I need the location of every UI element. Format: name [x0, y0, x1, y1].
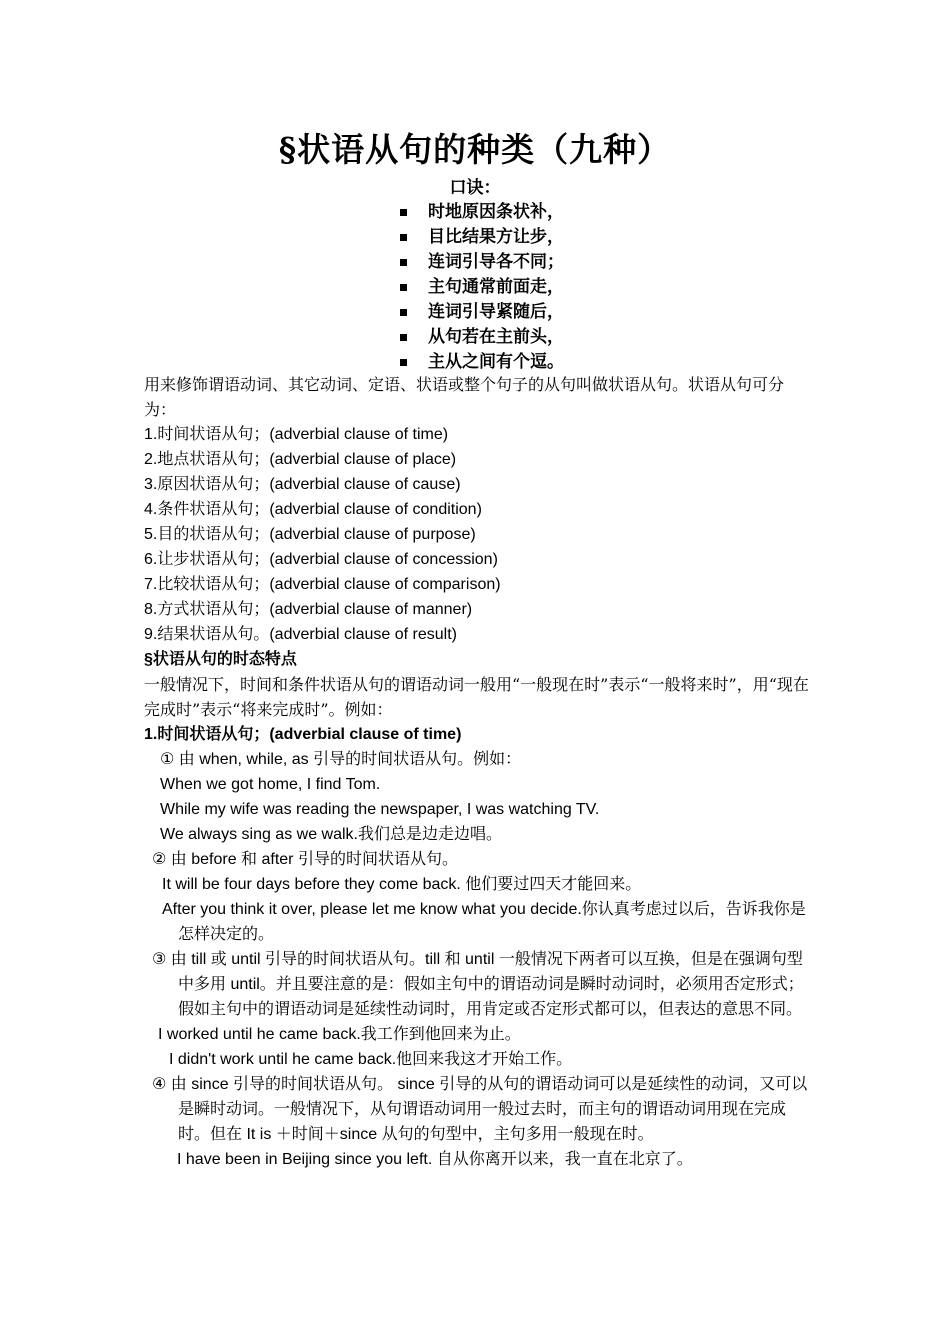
- intro-paragraph: 用来修饰谓语动词、其它动词、定语、状语或整个句子的从句叫做状语从句。状语从句可分为：: [144, 375, 785, 419]
- type-list-item: 2.地点状语从句；(adverbial clause of place): [144, 451, 457, 468]
- rule-since: ④ 由 since 引导的时间状语从句。 since 引导的从句的谓语动词可以是延续性的动词，又可以是瞬时动词。一般情况下，从句谓语动词用一般过去时，而主句的谓语动词用现在完成时。但在 It is ＋时间＋since 从句的句型中，主句多用一般现在时。: [152, 1076, 808, 1143]
- mnemonic-label: 口诀：: [449, 178, 501, 198]
- mnemonic-item: 从句若在主前头，: [400, 325, 564, 350]
- example-sentence: We always sing as we walk.我们总是边走边唱。: [160, 826, 503, 843]
- bullet-square-icon: [400, 259, 407, 266]
- rule-before-after: ② 由 before 和 after 引导的时间状语从句。: [152, 851, 458, 868]
- example-sentence: I have been in Beijing since you left. 自从你离开以来，我一直在北京了。: [177, 1151, 693, 1168]
- example-sentence: I worked until he came back.我工作到他回来为止。: [158, 1026, 521, 1043]
- rule-till-until: ③ 由 till 或 until 引导的时间状语从句。till 和 until 一般情况下两者可以互换，但是在强调句型中多用 until。并且要注意的是：假如主句中的谓语动词是瞬时动词时，必须用否定形式；假如主句中的谓语动词是延续性动词时，用肯定或否定形式都可以，但表达的意思不同。: [152, 951, 804, 1018]
- document-body: [144, 372, 812, 1172]
- document-title: §状语从句的种类（九种）: [278, 130, 672, 169]
- example-sentence: When we got home, I find Tom.: [160, 776, 381, 793]
- example-sentence: I didn't work until he came back.他回来我这才开始工作。: [169, 1051, 573, 1068]
- bullet-square-icon: [400, 209, 407, 216]
- example-sentence: It will be four days before they come back. 他们要过四天才能回来。: [162, 876, 642, 893]
- mnemonic-item: 连词引导紧随后，: [400, 300, 564, 325]
- bullet-square-icon: [400, 234, 407, 241]
- section-heading-time: 1.时间状语从句；(adverbial clause of time): [144, 726, 462, 743]
- type-list-item: 6.让步状语从句；(adverbial clause of concession): [144, 551, 498, 568]
- type-list-item: 8.方式状语从句；(adverbial clause of manner): [144, 601, 473, 618]
- tense-paragraph: 一般情况下，时间和条件状语从句的谓语动词一般用“一般现在时”表示“一般将来时”，用“现在完成时”表示“将来完成时”。例如：: [144, 675, 809, 719]
- mnemonic-item: 目比结果方让步，: [400, 225, 564, 250]
- type-list-item: 1.时间状语从句；(adverbial clause of time): [144, 426, 449, 443]
- example-sentence: After you think it over, please let me know what you decide.你认真考虑过以后，告诉我你是怎样决定的。: [162, 901, 806, 943]
- mnemonic-list: [400, 200, 564, 375]
- type-list-item: 5.目的状语从句；(adverbial clause of purpose): [144, 526, 476, 543]
- example-sentence: While my wife was reading the newspaper, I was watching TV.: [160, 801, 600, 818]
- rule-when-while-as: ① 由 when, while, as 引导的时间状语从句。例如：: [160, 751, 522, 768]
- mnemonic-item: 主句通常前面走，: [400, 275, 564, 300]
- tense-heading: §状语从句的时态特点: [144, 651, 297, 668]
- bullet-square-icon: [400, 284, 407, 291]
- type-list-item: 3.原因状语从句；(adverbial clause of cause): [144, 476, 461, 493]
- bullet-square-icon: [400, 334, 407, 341]
- mnemonic-item: 时地原因条状补，: [400, 200, 564, 225]
- bullet-square-icon: [400, 359, 407, 366]
- type-list-item: 7.比较状语从句；(adverbial clause of comparison): [144, 576, 501, 593]
- type-list-item: 9.结果状语从句。(adverbial clause of result): [144, 626, 457, 643]
- mnemonic-item: 主从之间有个逗。: [400, 350, 564, 375]
- mnemonic-item: 连词引导各不同；: [400, 250, 564, 275]
- bullet-square-icon: [400, 309, 407, 316]
- type-list-item: 4.条件状语从句；(adverbial clause of condition): [144, 501, 482, 518]
